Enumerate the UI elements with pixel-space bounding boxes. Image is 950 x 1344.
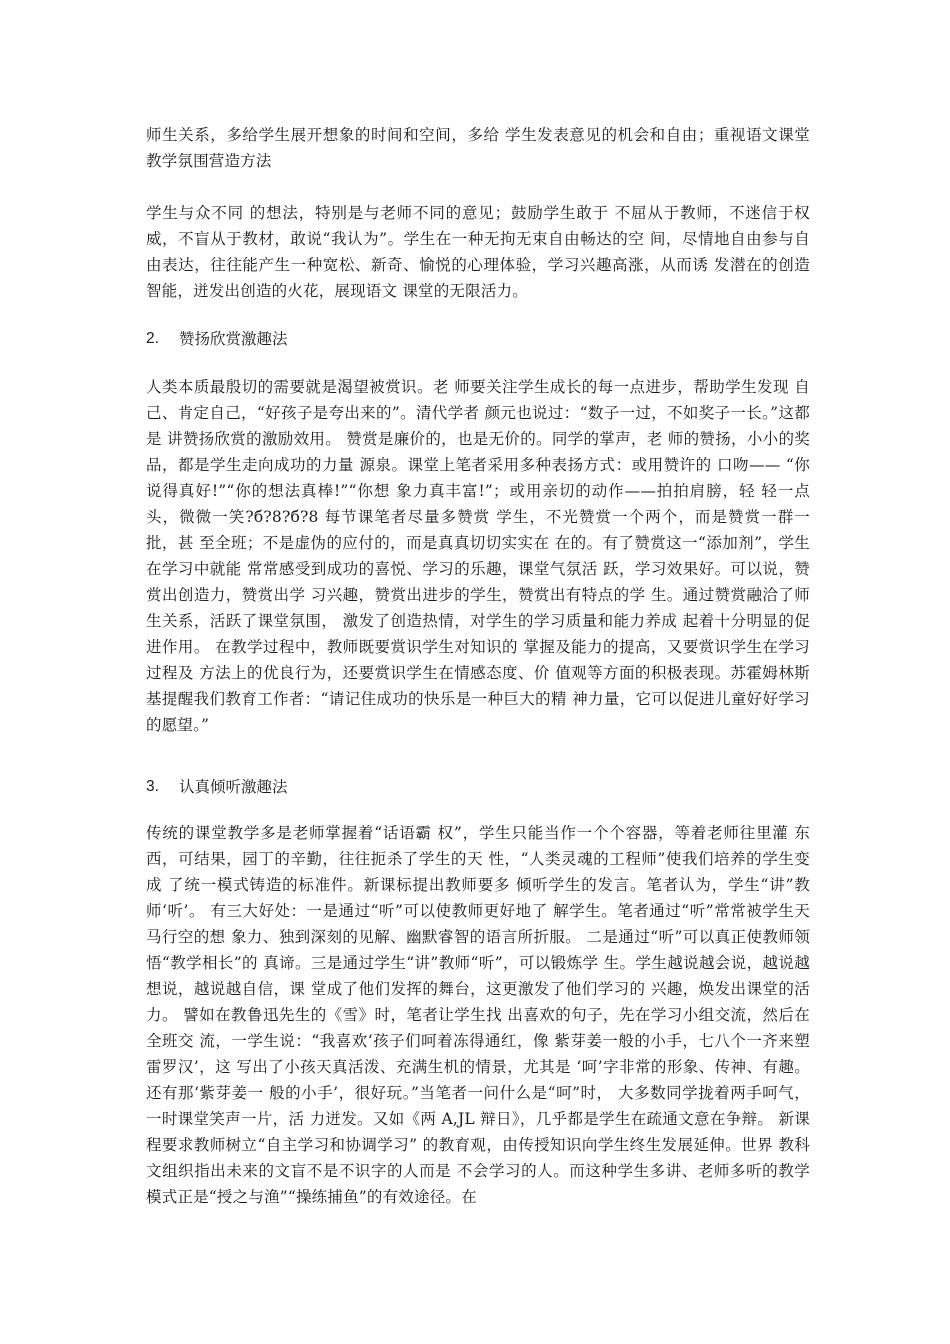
section-heading-3 <box>146 775 287 799</box>
paragraph-2: 学生与众不同 的想法，特别是与老师不同的意见；鼓励学生敢于 不屈从于教师，不迷信于权威，不盲从于教材，敢说“我认为”。学生在一种无拘无束自由畅达的空 间，尽情地自由参与自由表达，往往能产生一种宽松、新奇、愉悦的心理体验，学习兴趣高涨，从而诱 发潜在的创造智能，迸发出创造的火花，展现语文 课堂的无限活力。 <box>146 204 810 300</box>
paragraph-3: 人类本质最殷切的需要就是渴望被赏识。老 师要关注学生成长的每一点进步，帮助学生发现 自己、肯定自己，“好孩子是夸出来的”。清代学者 颜元也说过：“数子一过，不如奖子一长。”这都是 讲赞扬欣赏的激励效用。 赞赏是廉价的，也是无价的。同学的掌声，老 师的赞扬，小小的奖品，都是学生走向成功的力量 源泉。课堂上笔者采用多种表扬方式：或用赞许的 口吻—— “你说得真好!”“你的想法真棒!”“你想 象力真丰富!”；或用亲切的动作——拍拍肩膀，轻 轻一点头，微微一笑?б?8?б?8 每节课笔者尽量多赞赏 学生，不光赞赏一个两个，而是赞赏一群一批，甚 至全班；不是虚伪的应付的，而是真真切切实实在 在的。有了赞赏这一“添加剂”，学生在学习中就能 常常感受到成功的喜悦、学习的乐趣，课堂气氛活 跃，学习效果好。可以说，赞赏出创造力，赞赏出学 习兴趣，赞赏出进步的学生，赞赏出有特点的学 生。通过赞赏融洽了师生关系，活跃了课堂氛围， 激发了创造热情，对学生的学习质量和能力养成 起着十分明显的促进作用。 在教学过程中，教师既要赏识学生对知识的 掌握及能力的提高，又要赏识学生在学习过程及 方法上的优良行为，还要赏识学生在情感态度、价 值观等方面的积极表现。苏霍姆林斯基提醒我们教育工作者：“请记住成功的快乐是一种巨大的精 神力量，它可以促进儿童好好学习的愿望。” <box>146 378 810 734</box>
paragraph-4: 传统的课堂教学多是老师掌握着“话语霸 权”，学生只能当作一个个容器，等着老师往里灌 东西，可结果，园丁的辛勤，往往扼杀了学生的天 性，“人类灵魂的工程师”使我们培养的学生变成 了统一模式铸造的标准件。新课标提出教师要多 倾听学生的发言。笔者认为，学生“讲”教师‘听’。 有三大好处：一是通过“听”可以使教师更好地了 解学生。笔者通过“听”常常被学生天马行空的想 象力、独到深刻的见解、幽默睿智的语言所折服。 二是通过“听”可以真正使教师领悟“教学相长”的 真谛。三是通过学生“讲”教师“听”，可以锻炼学 生。学生越说越会说，越说越想说，越说越自信，课 堂成了他们发挥的舞台，这更激发了他们学习的 兴趣，焕发出课堂的活力。 譬如在教鲁迅先生的《雪》时，笔者让学生找 出喜欢的句子，先在学习小组交流，然后在全班交 流，一学生说：“我喜欢‘孩子们呵着冻得通红，像 紫芽姜一般的小手，七八个一齐来塑雷罗汉’，这 写出了小孩天真活泼、充满生机的情景，尤其是 ‘呵’字非常的形象、传神、有趣。还有那‘紫芽姜一 般的小手’，很好玩。”当笔者一问什么是“呵”时， 大多数同学拢着两手呵气，一时课堂笑声一片，活 力迸发。又如《两 A,JL 辩日》，几乎都是学生在疏通文意在争辩。 新课程要求教师树立“自主学习和协调学习” 的教育观，由传授知识向学生终生发展延伸。世界 教科文组织指出未来的文盲不是不识字的人而是 不会学习的人。而这种学生多讲、老师多听的教学 模式正是“授之与渔”“操练捕鱼”的有效途径。在 <box>146 824 810 1206</box>
section-title: 认真倾听激趣法 <box>178 778 288 796</box>
section-title: 赞扬欣赏激趣法 <box>178 330 288 348</box>
section-number: 2. <box>146 330 159 347</box>
section-heading-2 <box>146 327 287 351</box>
paragraph-1: 师生关系，多给学生展开想象的时间和空间，多给 学生发表意见的机会和自由；重视语文课堂教学氛围营造方法 <box>146 126 810 170</box>
section-number: 3. <box>146 778 159 795</box>
